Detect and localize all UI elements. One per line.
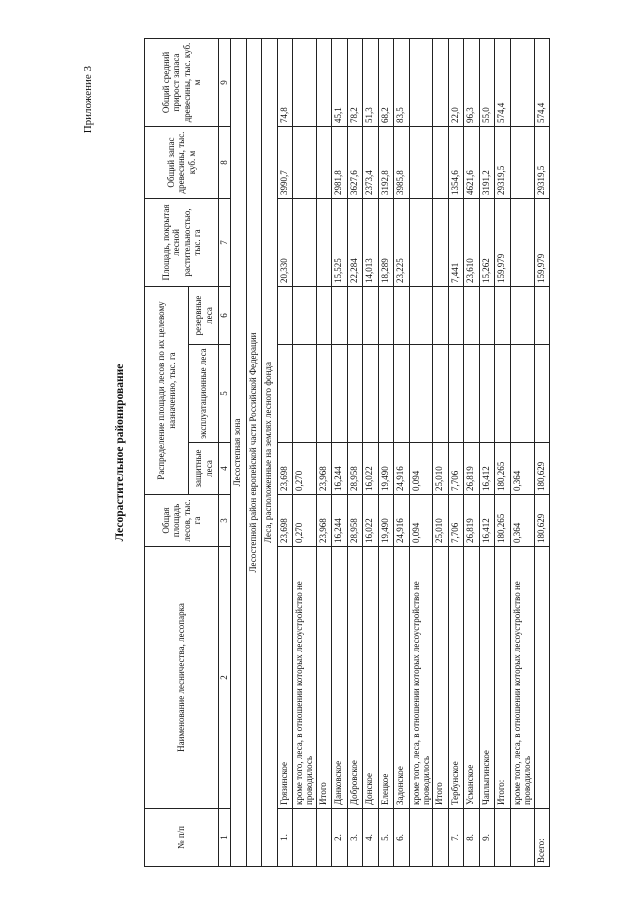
growth-cell: 96,3 [464,39,480,127]
reserve-cell [495,287,511,345]
row-number [510,809,534,867]
table-body [231,39,550,867]
total-area-cell: 0,364 [510,495,534,547]
table-row [464,39,480,867]
growth-cell: 83,5 [394,39,410,127]
table-row [534,39,550,867]
column-numbers-row [219,39,231,867]
reserve-cell [448,287,464,345]
row-number: 1. [277,809,293,867]
appendix-label: Приложение 3 [82,66,94,134]
row-name: Елецкое [378,547,394,809]
col-header-num: № п/п [145,809,219,867]
reserve-cell [534,287,550,345]
table-row [316,39,332,867]
table-row [479,39,495,867]
table-row [347,39,363,867]
protective-cell: 16,022 [363,443,379,495]
col-header-forested-area: Площадь, покрытая лесной растительностью, тыс. га [145,199,219,287]
forested-area-cell: 7,441 [448,199,464,287]
exploitation-cell [534,345,550,443]
reserve-cell [332,287,348,345]
total-area-cell: 16,412 [479,495,495,547]
protective-cell: 16,244 [332,443,348,495]
stock-cell: 29319,5 [495,127,511,199]
row-name: Добровское [347,547,363,809]
col-header-exploitation: эксплуатационные леса [189,345,219,443]
col-header-growth: Общий средний прирост запаса древесины, тыс. куб. м [145,39,219,127]
growth-cell [293,39,317,127]
row-number: 4. [363,809,379,867]
row-name: Чаплыгинское [479,547,495,809]
section-zone: Лесостепная зона [231,39,247,867]
exploitation-cell [347,345,363,443]
protective-cell: 26,819 [464,443,480,495]
growth-cell [409,39,433,127]
table-row [332,39,348,867]
row-number: 3. [347,809,363,867]
stock-cell [433,127,449,199]
row-name: Донское [363,547,379,809]
forested-area-cell [409,199,433,287]
exploitation-cell [495,345,511,443]
table-row [277,39,293,867]
reserve-cell [293,287,317,345]
forested-area-cell: 20,330 [277,199,293,287]
table-row [363,39,379,867]
total-area-cell: 23,968 [316,495,332,547]
table-row [293,39,317,867]
row-number [293,809,317,867]
exploitation-cell [316,345,332,443]
forested-area-cell [293,199,317,287]
row-number [495,809,511,867]
table-header [145,39,231,867]
total-area-cell: 180,629 [534,495,550,547]
forested-area-cell: 23,225 [394,199,410,287]
row-name: кроме того, леса, в отношении которых лесоустройство не проводилось [409,547,433,809]
reserve-cell [277,287,293,345]
row-name: Итого: [495,547,511,809]
table-row [394,39,410,867]
col-header-name: Наименование лесничества, лесопарка [145,547,219,809]
reserve-cell [316,287,332,345]
growth-cell [510,39,534,127]
total-area-cell: 26,819 [464,495,480,547]
row-name: кроме того, леса, в отношении которых лесоустройство не проводилось [293,547,317,809]
protective-cell: 180,265 [495,443,511,495]
stock-cell [510,127,534,199]
forested-area-cell: 23,610 [464,199,480,287]
total-area-cell: 24,916 [394,495,410,547]
stock-cell: 3627,6 [347,127,363,199]
row-name [534,547,550,809]
stock-cell: 3990,7 [277,127,293,199]
col-number: 1 [219,809,231,867]
exploitation-cell [394,345,410,443]
total-area-cell: 23,698 [277,495,293,547]
total-area-cell: 25,010 [433,495,449,547]
col-number: 8 [219,127,231,199]
protective-cell: 25,010 [433,443,449,495]
forested-area-cell [510,199,534,287]
total-area-cell: 0,094 [409,495,433,547]
total-area-cell: 19,490 [378,495,394,547]
exploitation-cell [293,345,317,443]
exploitation-cell [433,345,449,443]
col-number: 3 [219,495,231,547]
total-area-cell: 180,265 [495,495,511,547]
table-row [409,39,433,867]
reserve-cell [464,287,480,345]
protective-cell: 16,412 [479,443,495,495]
exploitation-cell [448,345,464,443]
growth-cell: 55,0 [479,39,495,127]
stock-cell: 1354,6 [448,127,464,199]
reserve-cell [409,287,433,345]
col-number: 2 [219,547,231,809]
reserve-cell [433,287,449,345]
row-name: Данковское [332,547,348,809]
forested-area-cell [316,199,332,287]
stock-cell [409,127,433,199]
col-number: 7 [219,199,231,287]
col-header-protective: защитные леса [189,443,219,495]
col-number: 6 [219,287,231,345]
page-title: Лесорастительное районирование [114,363,126,542]
stock-cell: 3192,8 [378,127,394,199]
col-header-stock: Общий запас древесины, тыс. куб. м [145,127,219,199]
forested-area-cell: 159,979 [495,199,511,287]
growth-cell: 51,3 [363,39,379,127]
stock-cell [316,127,332,199]
col-number: 9 [219,39,231,127]
row-name: Грязинское [277,547,293,809]
row-number: 6. [394,809,410,867]
protective-cell: 7,706 [448,443,464,495]
total-area-cell: 7,706 [448,495,464,547]
forested-area-cell: 159,979 [534,199,550,287]
exploitation-cell [510,345,534,443]
table-row [510,39,534,867]
growth-cell: 574,4 [534,39,550,127]
growth-cell: 74,8 [277,39,293,127]
row-number: 5. [378,809,394,867]
protective-cell: 0,364 [510,443,534,495]
stock-cell: 4621,6 [464,127,480,199]
col-number: 4 [219,443,231,495]
forested-area-cell: 22,284 [347,199,363,287]
row-number [433,809,449,867]
forested-area-cell: 14,013 [363,199,379,287]
exploitation-cell [332,345,348,443]
col-header-reserve: резервные леса [189,287,219,345]
stock-cell: 3191,2 [479,127,495,199]
reserve-cell [363,287,379,345]
growth-cell [316,39,332,127]
forested-area-cell [433,199,449,287]
protective-cell: 19,490 [378,443,394,495]
col-number: 5 [219,345,231,443]
reserve-cell [479,287,495,345]
row-number: 7. [448,809,464,867]
reserve-cell [394,287,410,345]
reserve-cell [510,287,534,345]
total-area-cell: 0,270 [293,495,317,547]
exploitation-cell [363,345,379,443]
col-header-total-area: Общая площадь лесов, тыс. га [145,495,219,547]
row-number: 2. [332,809,348,867]
total-area-cell: 28,958 [347,495,363,547]
reserve-cell [378,287,394,345]
row-name: Тербунское [448,547,464,809]
total-area-cell: 16,022 [363,495,379,547]
exploitation-cell [479,345,495,443]
col-header-distribution: Распределение площади лесов по их целевому назначению, тыс. га [145,287,189,495]
forested-area-cell: 15,525 [332,199,348,287]
table-row [378,39,394,867]
growth-cell: 574,4 [495,39,511,127]
protective-cell: 23,698 [277,443,293,495]
protective-cell: 180,629 [534,443,550,495]
row-name: Усманское [464,547,480,809]
row-name: Итого [316,547,332,809]
stock-cell: 29319,5 [534,127,550,199]
growth-cell: 68,2 [378,39,394,127]
protective-cell: 24,916 [394,443,410,495]
row-number [409,809,433,867]
growth-cell: 78,2 [347,39,363,127]
exploitation-cell [409,345,433,443]
forested-area-cell: 18,289 [378,199,394,287]
row-name: Итого [433,547,449,809]
total-area-cell: 16,244 [332,495,348,547]
growth-cell: 45,1 [332,39,348,127]
section-region: Лесостепной район европейской части Российской Федерации [246,39,262,867]
table-row [495,39,511,867]
row-name: кроме того, леса, в отношении которых лесоустройство не проводилось [510,547,534,809]
row-name: Задонское [394,547,410,809]
exploitation-cell [378,345,394,443]
row-number: Всего: [534,809,550,867]
table-row [433,39,449,867]
protective-cell: 23,968 [316,443,332,495]
growth-cell: 22,0 [448,39,464,127]
protective-cell: 0,094 [409,443,433,495]
stock-cell: 2373,4 [363,127,379,199]
exploitation-cell [464,345,480,443]
row-number: 8. [464,809,480,867]
stock-cell: 3985,8 [394,127,410,199]
table-row [448,39,464,867]
row-number: 9. [479,809,495,867]
growth-cell [433,39,449,127]
protective-cell: 0,270 [293,443,317,495]
protective-cell: 28,958 [347,443,363,495]
forested-area-cell: 15,262 [479,199,495,287]
exploitation-cell [277,345,293,443]
section-land-category: Леса, расположенные на землях лесного фонда [262,39,278,867]
stock-cell [293,127,317,199]
stock-cell: 2981,8 [332,127,348,199]
row-number [316,809,332,867]
forest-zoning-table [144,38,550,867]
reserve-cell [347,287,363,345]
